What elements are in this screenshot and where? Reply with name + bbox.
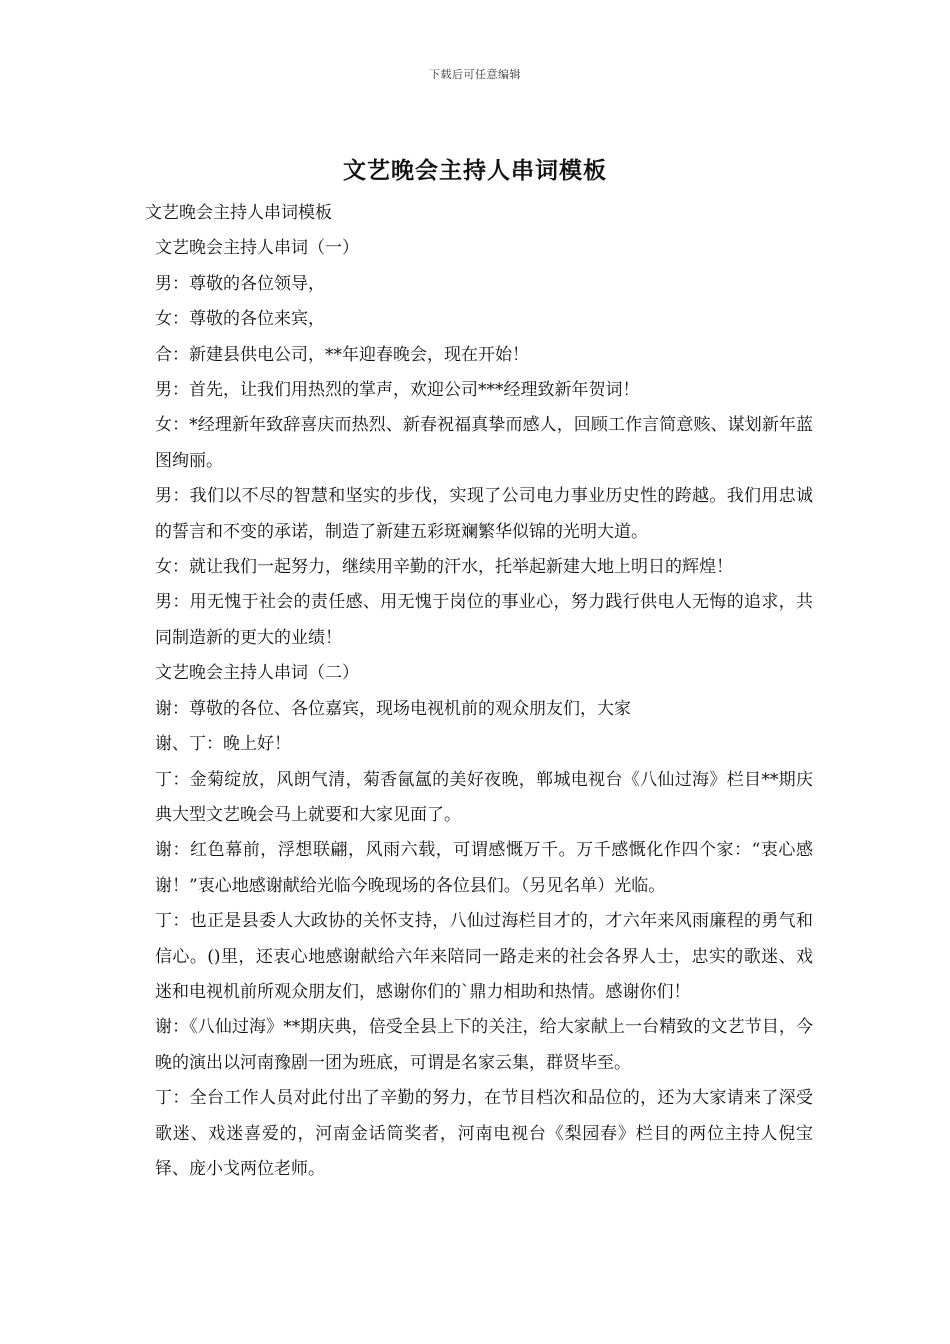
document-body: [145, 196, 813, 1187]
body-paragraph: 丁：全台工作人员对此付出了辛勤的努力，在节目档次和品位的，还为大家请来了深受歌迷、戏迷喜爱的，河南金话筒奖者，河南电视台《梨园春》栏目的两位主持人倪宝铎、庞小戈两位老师。: [155, 1088, 813, 1179]
body-paragraph: 谢：《八仙过海》**期庆典，倍受全县上下的关注，给大家献上一台精致的文艺节目，今晚的演出以河南豫剧一团为班底，可谓是名家云集，群贤毕至。: [155, 1017, 813, 1073]
body-paragraph: 文艺晚会主持人串词模板: [145, 203, 332, 223]
body-paragraph: 丁：金菊绽放，风朗气清，菊香氤氲的美好夜晚，郸城电视台《八仙过海》栏目**期庆典大型文艺晚会马上就要和大家见面了。: [155, 769, 813, 825]
body-paragraph: 男：尊敬的各位领导，: [155, 273, 325, 294]
header-note: 下载后可任意编辑: [429, 68, 521, 81]
body-paragraph: 文艺晚会主持人串词（二）: [155, 663, 359, 684]
body-paragraph: 丁：也正是县委人大政协的关怀支持，八仙过海栏目才的，才六年来风雨廉程的勇气和信心。()里，还衷心地感谢献给六年来陪同一路走来的社会各界人士，忠实的歌迷、戏迷和电视机前所观众朋友们，感谢你们的`鼎力相助和热情。感谢你们！: [155, 911, 813, 1002]
document-title: 文艺晚会主持人串词模板: [343, 157, 607, 184]
body-paragraph: 男：用无愧于社会的责任感、用无愧于岗位的事业心，努力践行供电人无悔的追求，共同制造新的更大的业绩！: [155, 592, 813, 648]
body-paragraph: 女：就让我们一起努力，继续用辛勤的汗水，托举起新建大地上明日的辉煌！: [155, 557, 733, 578]
body-paragraph: 文艺晚会主持人串词（一）: [155, 238, 359, 259]
body-paragraph: 谢：尊敬的各位、各位嘉宾，现场电视机前的观众朋友们，大家: [155, 698, 631, 719]
body-paragraph: 男：我们以不尽的智慧和坚实的步伐，实现了公司电力事业历史性的跨越。我们用忠诚的誓言和不变的承诺，制造了新建五彩斑斓繁华似锦的光明大道。: [155, 486, 813, 542]
body-paragraph: 谢：红色幕前，浮想联翩，风雨六载，可谓感慨万千。万千感慨化作四个家：“衷心感谢！”衷心地感谢献给光临今晚现场的各位县们。（另见名单）光临。: [155, 840, 813, 896]
body-paragraph: 女：*经理新年致辞喜庆而热烈、新春祝福真挚而感人，回顾工作言简意赅、谋划新年蓝图绚丽。: [155, 415, 813, 471]
body-paragraph: 女：尊敬的各位来宾，: [155, 309, 325, 330]
body-paragraph: 男：首先，让我们用热烈的掌声，欢迎公司***经理致新年贺词！: [155, 380, 640, 401]
body-paragraph: 谢、丁：晚上好！: [155, 734, 291, 755]
body-paragraph: 合：新建县供电公司，**年迎春晚会，现在开始！: [155, 344, 529, 365]
